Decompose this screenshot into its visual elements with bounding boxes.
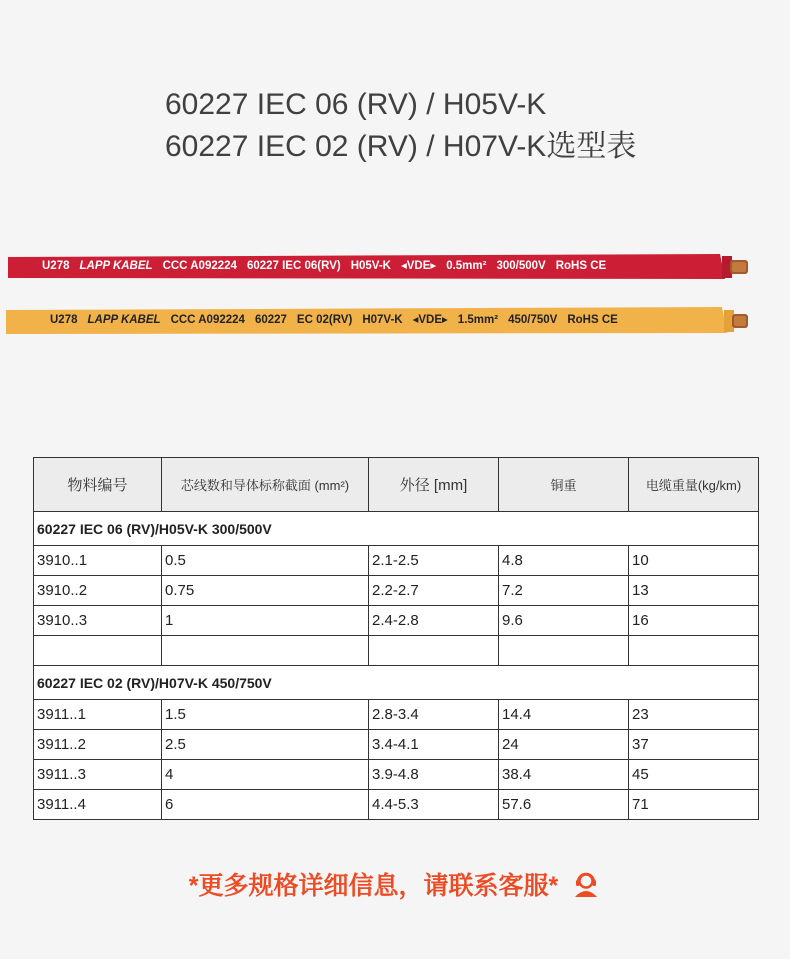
- header-cross-section: 芯线数和导体标称截面 (mm²): [162, 458, 369, 512]
- cell-section: 1: [162, 606, 369, 636]
- cell-copper: 57.6: [499, 790, 629, 820]
- empty-cell: [629, 636, 759, 666]
- cell-weight: 37: [629, 730, 759, 760]
- cable-yellow-print: U278 LAPP KABEL CCC A092224 60227 EC 02(RV) H07V-K ◂VDE▸ 1.5mm² 450/750V RoHS CE: [50, 314, 618, 326]
- group-row-2: [34, 666, 759, 700]
- header-copper-weight: 铜重: [499, 458, 629, 512]
- cell-weight: 45: [629, 760, 759, 790]
- empty-cell: [369, 636, 499, 666]
- cell-section: 0.75: [162, 576, 369, 606]
- cell-part: 3910..2: [34, 576, 162, 606]
- empty-cell: [162, 636, 369, 666]
- empty-row: [34, 636, 759, 666]
- cell-diameter: 2.2-2.7: [369, 576, 499, 606]
- cell-copper: 24: [499, 730, 629, 760]
- cell-part: 3910..1: [34, 546, 162, 576]
- cell-section: 2.5: [162, 730, 369, 760]
- cell-part: 3911..2: [34, 730, 162, 760]
- title-line-2: 60227 IEC 02 (RV) / H07V-K选型表: [165, 130, 637, 163]
- group-row-1: [34, 512, 759, 546]
- cable-yellow: [0, 306, 790, 346]
- cell-part: 3911..3: [34, 760, 162, 790]
- group-label-2: 60227 IEC 02 (RV)/H07V-K 450/750V: [34, 666, 759, 700]
- cell-copper: 9.6: [499, 606, 629, 636]
- table-row: [34, 760, 759, 790]
- spec-table: [33, 457, 759, 820]
- title-line-1: 60227 IEC 06 (RV) / H05V-K: [165, 88, 547, 121]
- cell-section: 0.5: [162, 546, 369, 576]
- cell-weight: 16: [629, 606, 759, 636]
- table-row: [34, 546, 759, 576]
- cell-copper: 7.2: [499, 576, 629, 606]
- cell-diameter: 2.8-3.4: [369, 700, 499, 730]
- cell-part: 3910..3: [34, 606, 162, 636]
- cell-weight: 10: [629, 546, 759, 576]
- header-part-number: 物料编号: [34, 458, 162, 512]
- cell-part: 3911..4: [34, 790, 162, 820]
- cell-weight: 71: [629, 790, 759, 820]
- cell-weight: 23: [629, 700, 759, 730]
- empty-cell: [34, 636, 162, 666]
- cell-part: 3911..1: [34, 700, 162, 730]
- table-row: [34, 730, 759, 760]
- table-row: [34, 606, 759, 636]
- customer-service-icon: [571, 870, 601, 898]
- cell-section: 4: [162, 760, 369, 790]
- table-row: [34, 576, 759, 606]
- cell-section: 6: [162, 790, 369, 820]
- cable-red-print: U278 LAPP KABEL CCC A092224 60227 IEC 06(RV) H05V-K ◂VDE▸ 0.5mm² 300/500V RoHS CE: [42, 260, 607, 272]
- table-row: [34, 790, 759, 820]
- cell-diameter: 2.1-2.5: [369, 546, 499, 576]
- cable-red: [0, 252, 790, 292]
- contact-customer-service[interactable]: [0, 866, 790, 902]
- group-label-1: 60227 IEC 06 (RV)/H05V-K 300/500V: [34, 512, 759, 546]
- cell-copper: 4.8: [499, 546, 629, 576]
- cell-weight: 13: [629, 576, 759, 606]
- header-cable-weight: 电缆重量(kg/km): [629, 458, 759, 512]
- table-row: [34, 700, 759, 730]
- cell-diameter: 2.4-2.8: [369, 606, 499, 636]
- cell-diameter: 3.9-4.8: [369, 760, 499, 790]
- header-outer-diameter: 外径 [mm]: [369, 458, 499, 512]
- table-header-row: [34, 458, 759, 512]
- contact-text: *更多规格详细信息，请联系客服*: [188, 872, 559, 900]
- cell-section: 1.5: [162, 700, 369, 730]
- cell-copper: 38.4: [499, 760, 629, 790]
- page-title: [165, 84, 636, 168]
- empty-cell: [499, 636, 629, 666]
- cell-diameter: 4.4-5.3: [369, 790, 499, 820]
- cell-copper: 14.4: [499, 700, 629, 730]
- cell-diameter: 3.4-4.1: [369, 730, 499, 760]
